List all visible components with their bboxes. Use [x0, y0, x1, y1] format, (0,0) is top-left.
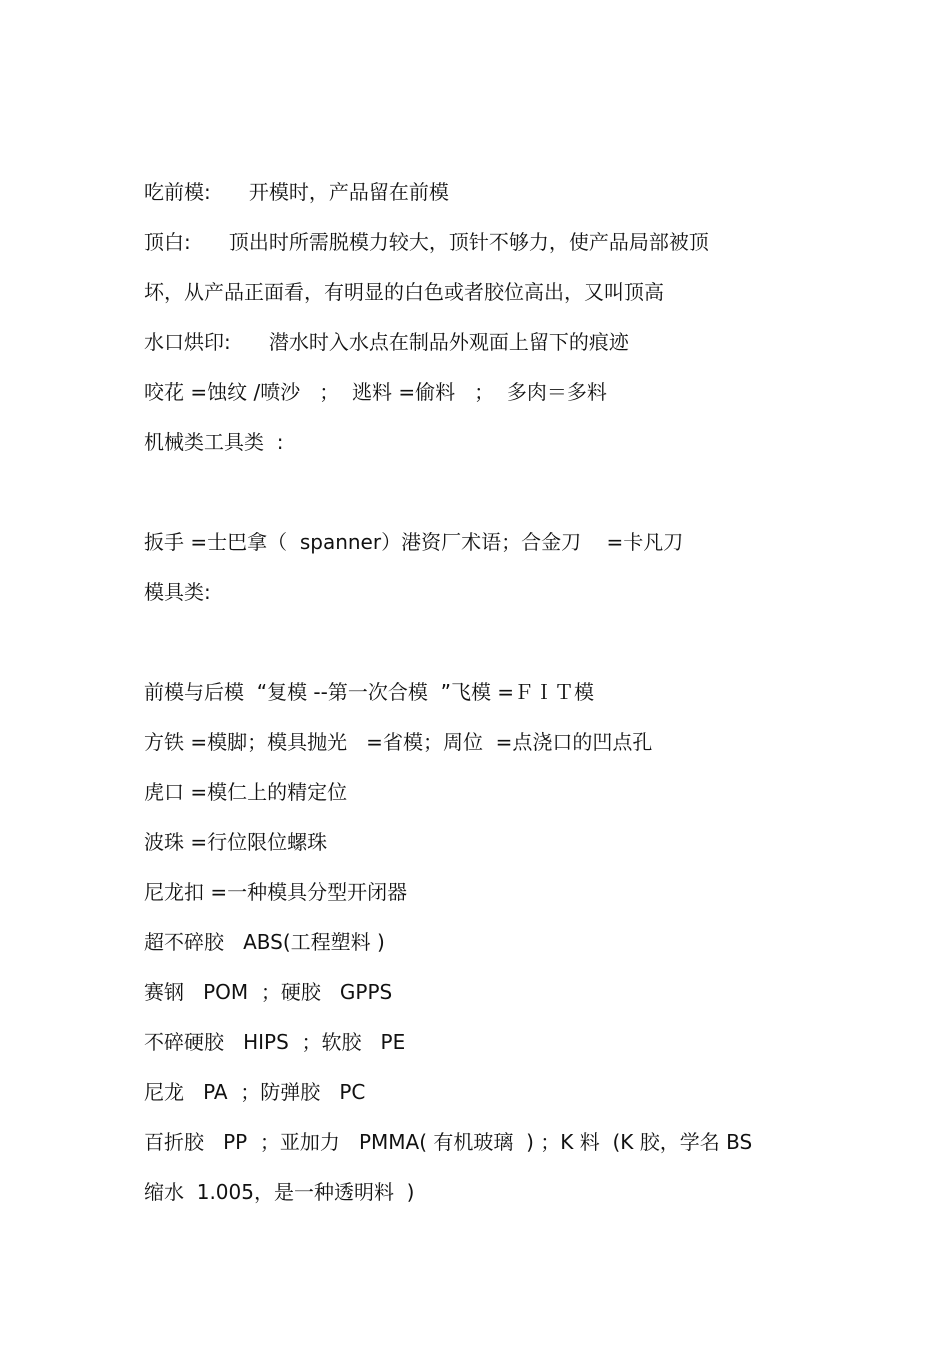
text-line: 咬花 =蚀纹 /喷沙 ； 逃料 =偷料 ； 多肉＝多料	[144, 380, 607, 404]
text-line: 波珠 =行位限位螺珠	[144, 830, 328, 854]
text-line: 尼龙 PA ；防弹胶 PC	[144, 1080, 366, 1104]
section-heading: 机械类工具类 :	[144, 430, 284, 454]
text-line: 坏，从产品正面看，有明显的白色或者胶位高出，又叫顶高	[144, 280, 664, 304]
text-line: 缩水 1.005，是一种透明料 )	[144, 1180, 415, 1204]
text-line: 吃前模: 开模时，产品留在前模	[144, 180, 449, 204]
text-line: 前模与后模 “复模 --第一次合模 ”飞模 =ＦＩＴ模	[144, 680, 595, 704]
section-heading: 模具类:	[144, 580, 211, 604]
text-line: 赛钢 POM ；硬胶 GPPS	[144, 980, 393, 1004]
text-line: 方铁 =模脚；模具抛光 =省模；周位 =点浇口的凹点孔	[144, 730, 653, 754]
text-line: 扳手 =士巴拿（ spanner）港资厂术语；合金刀 =卡凡刀	[144, 530, 684, 554]
text-line: 不碎硬胶 HIPS ；软胶 PE	[144, 1030, 406, 1054]
text-line: 虎口 =模仁上的精定位	[144, 780, 348, 804]
text-line: 顶白: 顶出时所需脱模力较大，顶针不够力，使产品局部被顶	[144, 230, 709, 254]
text-line: 尼龙扣 =一种模具分型开闭器	[144, 880, 408, 904]
text-line: 百折胶 PP ；亚加力 PMMA( 有机玻璃 ) ；K 料 (K 胶，学名 BS	[144, 1130, 753, 1154]
text-line: 超不碎胶 ABS(工程塑料 )	[144, 930, 385, 954]
text-line: 水口烘印: 潜水时入水点在制品外观面上留下的痕迹	[144, 330, 629, 354]
